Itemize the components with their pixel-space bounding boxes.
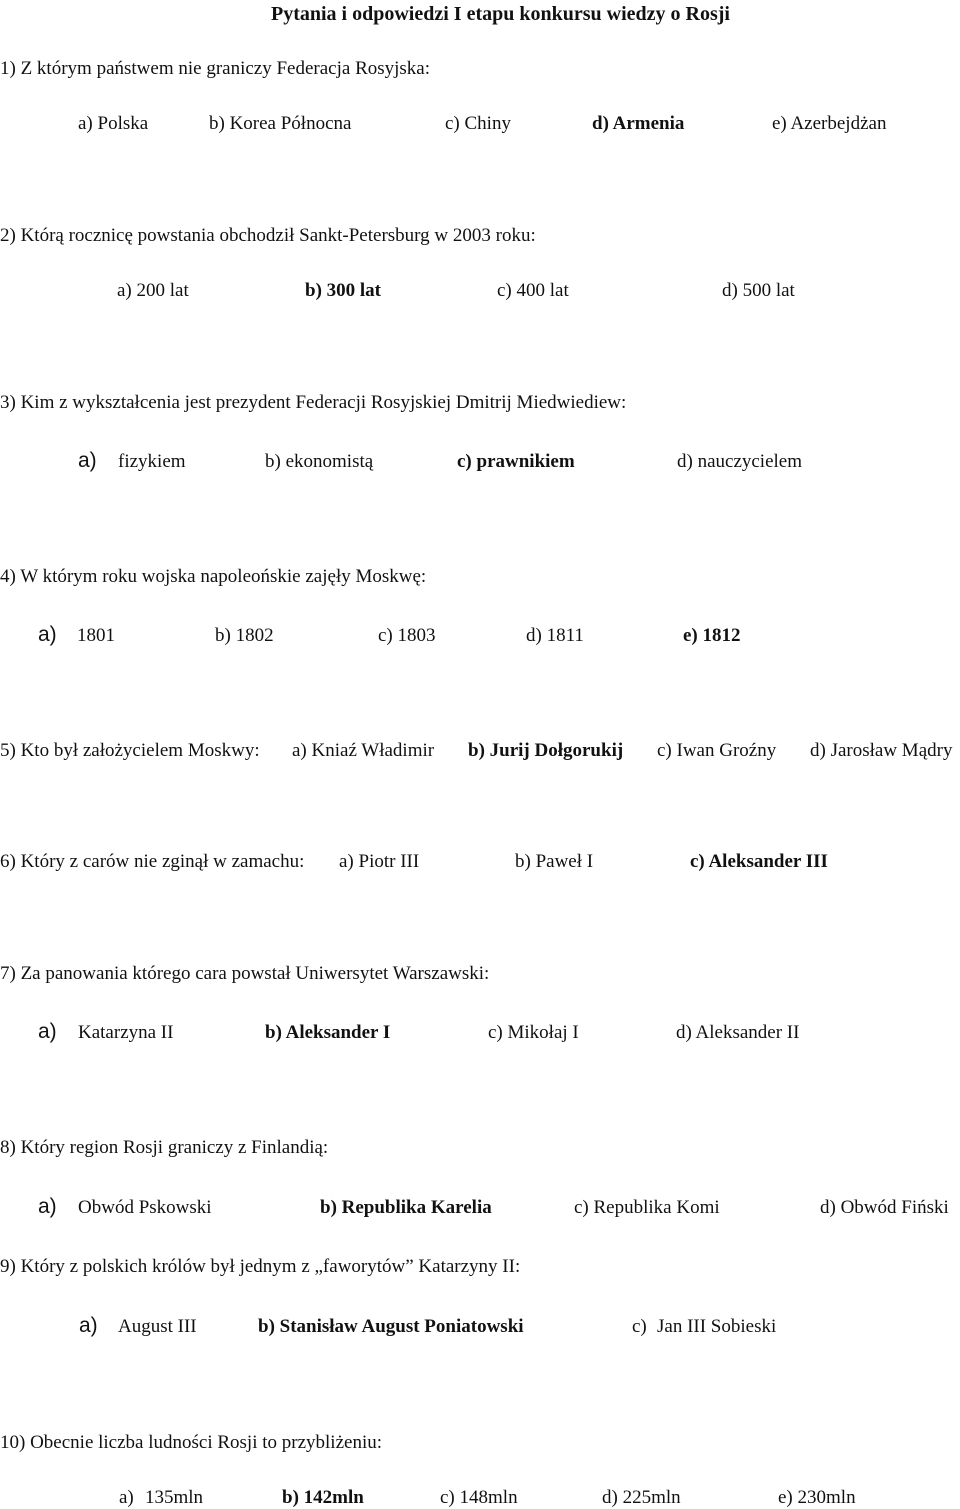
question-8-option-b-correct: b) Republika Karelia [320, 1197, 492, 1218]
question-8-option-c: c) Republika Komi [574, 1197, 720, 1218]
question-4-option-b: b) 1802 [215, 625, 274, 646]
question-1-option-c: c) Chiny [445, 113, 511, 134]
question-8-text: 8) Który region Rosji graniczy z Finlandią: [0, 1137, 329, 1158]
question-5-option-a: a) Kniaź Władimir [292, 740, 435, 761]
question-2-option-b-correct: b) 300 lat [305, 280, 381, 301]
question-10-option-a-marker: a) [119, 1487, 134, 1508]
question-10-option-c: c) 148mln [440, 1487, 518, 1508]
question-9-option-c: Jan III Sobieski [657, 1316, 777, 1337]
question-6-option-a: a) Piotr III [339, 851, 420, 872]
question-3-option-a: fizykiem [118, 451, 186, 472]
question-3-option-b: b) ekonomistą [265, 451, 374, 472]
question-1-option-d-correct: d) Armenia [592, 113, 685, 134]
question-7-option-a-marker: a) [38, 1020, 57, 1043]
question-10-option-b-correct: b) 142mln [282, 1487, 364, 1508]
question-10-option-a: 135mln [145, 1487, 204, 1508]
question-7-option-a: Katarzyna II [78, 1022, 174, 1043]
question-5-option-d: d) Jarosław Mądry [810, 740, 953, 761]
question-9-text: 9) Który z polskich królów był jednym z „faworytów” Katarzyny II: [0, 1256, 521, 1277]
question-1-text: 1) Z którym państwem nie graniczy Federacja Rosyjska: [0, 58, 431, 79]
question-2-option-c: c) 400 lat [497, 280, 569, 301]
question-9-option-b-correct: b) Stanisław August Poniatowski [258, 1316, 524, 1337]
question-4-option-d: d) 1811 [526, 625, 584, 646]
question-3-option-a-marker: a) [78, 449, 97, 472]
question-5-option-b-correct: b) Jurij Dołgorukij [468, 740, 624, 761]
question-8-option-a-marker: a) [38, 1195, 57, 1218]
question-2-option-d: d) 500 lat [722, 280, 795, 301]
question-10-option-e: e) 230mln [778, 1487, 856, 1508]
question-5-text: 5) Kto był założycielem Moskwy: [0, 740, 260, 761]
question-1-option-a: a) Polska [78, 113, 149, 134]
document-title: Pytania i odpowiedzi I etapu konkursu wiedzy o Rosji [271, 3, 730, 25]
question-7-option-c: c) Mikołaj I [488, 1022, 579, 1043]
question-8-option-d: d) Obwód Fiński [820, 1197, 949, 1218]
question-8-option-a: Obwód Pskowski [78, 1197, 212, 1218]
question-7-text: 7) Za panowania którego cara powstał Uniwersytet Warszawski: [0, 963, 490, 984]
question-1-option-b: b) Korea Północna [209, 113, 352, 134]
question-5-option-c: c) Iwan Groźny [657, 740, 777, 761]
question-9-option-c-marker: c) [632, 1316, 647, 1337]
question-2-text: 2) Którą rocznicę powstania obchodził Sankt-Petersburg w 2003 roku: [0, 225, 536, 246]
question-10-text: 10) Obecnie liczba ludności Rosji to przybliżeniu: [0, 1432, 383, 1453]
question-3-text: 3) Kim z wykształcenia jest prezydent Federacji Rosyjskiej Dmitrij Miedwiediew: [0, 392, 627, 413]
question-3-option-d: d) nauczycielem [677, 451, 803, 472]
question-4-option-a-marker: a) [38, 623, 57, 646]
question-3-option-c-correct: c) prawnikiem [457, 451, 575, 472]
question-6-text: 6) Który z carów nie zginął w zamachu: [0, 851, 305, 872]
question-4-option-e-correct: e) 1812 [683, 625, 741, 646]
question-7-option-d: d) Aleksander II [676, 1022, 800, 1043]
question-7-option-b-correct: b) Aleksander I [265, 1022, 391, 1043]
question-4-option-c: c) 1803 [378, 625, 436, 646]
question-4-option-a: 1801 [77, 625, 115, 646]
question-9-option-a: August III [118, 1316, 197, 1337]
question-9-option-a-marker: a) [79, 1314, 98, 1337]
question-10-option-d: d) 225mln [602, 1487, 681, 1508]
question-4-text: 4) W którym roku wojska napoleońskie zajęły Moskwę: [0, 566, 427, 587]
question-1-option-e: e) Azerbejdżan [772, 113, 887, 134]
question-2-option-a: a) 200 lat [117, 280, 189, 301]
question-6-option-c-correct: c) Aleksander III [690, 851, 828, 872]
question-6-option-b: b) Paweł I [515, 851, 594, 872]
